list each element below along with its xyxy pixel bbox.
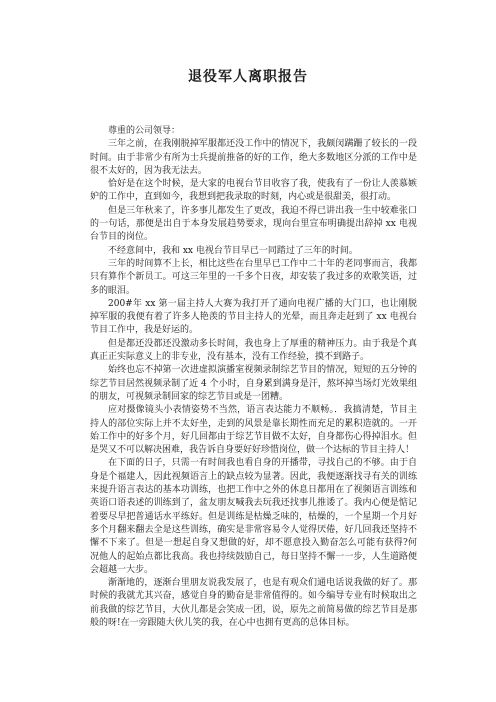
paragraph-11: 渐渐地的，逐渐台里朋友说我发展了，也是有观众们通电话说我做的好了。那时候的我就尤其兴奋，感觉自身的勤奋是非常值得的。如今编导专业有时候取出之前我做的综艺节目，大伙儿都是会笑成一团，说，原先之前简易做的综艺节目是那般的呀!在一旁跟随大伙儿笑的我，在心中也拥有更高的总体目标。 — [90, 578, 417, 628]
paragraph-3: 但是三年秋来了，许多事儿都发生了更改，我迫不得已讲出我一生中较难张口的一句话，那便是出自于本身发展趋势要求，现向台里宣布明确提出辞掉 xx 电视台节目的岗位。 — [90, 205, 417, 243]
paragraph-8: 始终也忘不掉第一次进虚拟演播室视频录制综艺节目的情况，短短的五分钟的综艺节目居然视频录制了近 4 个小时，自身累到满身是汗，熬坏掉当场灯光效果组的朋友，可视频录制回家的综艺节目或是一团糟。 — [90, 365, 417, 402]
paragraph-7: 但是都还没都还没激动多长时间，我也身上了厚重的精神压力。由于我是个真真正正实际意义上的非专业，没有基本，没有工作经验，摸不到路子。 — [90, 338, 417, 363]
paragraph-6: 200#年 xx 第一届主持人大赛为我打开了通向电视广播的大门口，也让刚脱掉军服的我便有着了许多人艳羡的节目主持人的光晕，而且奔走赶到了 xx 电视台节目工作中，我是好运的。 — [90, 298, 417, 336]
paragraph-1: 三年之前，在我刚脱掉军服都还没工作中的情况下，我颇闵蹒跚了较长的一段时间。由于非常少有所为士兵提前推备的好的工作，绝大多数地区分派的工作中是很不太好的，因为我无法去。 — [90, 139, 417, 176]
paragraph-5: 三年的时间算不上长，相比这些在台里早已工作中二十年的老同事而言，我都只有算作个新员工。可这三年里的一千多个日夜，却安装了我过多的欢歌笑语，过多的眼泪。 — [90, 258, 417, 296]
salutation: 尊重的公司领导： — [108, 126, 181, 136]
paragraph-10: 在下面的日子，只需一有时间我也看自身的开播带，寻找自己的不够。由于自身是个福建人，因此视频语言上的缺点较为显著。因此，我便逐渐找寻有关的训练来提升语言表达的基本功训练，也把工作中之外的休息日都用在了视频语言训练和英语口语表述的训练到了，盆友朋友喊我去玩我还找事儿推诿了。我内心便是惦记着要尽早把普通话水平练好。但是训练是枯燥乏味的，枯燥的，一个星期一个月好多个月翻来翻去全是这些训练，确实是非常容易令人觉得厌倦，好几回我还坚持不懈不下来了。但是一想起自身又想做的好，却不愿意投入勤奋怎么可能有获得?何况他人的起始点都比我高。我也持续鼓励自己，每日坚持不懈一一步，人生道路便会超越一大步。 — [90, 458, 417, 575]
paragraph-9: 应对摄像镜头小表情姿势不当然，语言表达能力不顺畅。．我搞清楚，节目主持人的部位实际上并不太好坐，走到的风景是靠长期性而充足的累积造就的。一开始工作中的好多个月，好几回都由于综艺节目做不太好，自身都伤心得掉泪水。但是哭又不可以解决困难，我告诉自身要好好珍惜岗位，做一个达标的节目主持人！ — [90, 405, 417, 456]
paragraph-4: 不经意间中，我和 xx 电视台节目早已一同踏过了三年的时间。 — [108, 245, 358, 256]
document-title: 退役军人离职报告 — [188, 69, 308, 85]
document-body — [90, 125, 417, 630]
paragraph-2: 恰好是在这个时候，是大家的电视台节目收容了我，使我有了一份让人羡慕嫉妒的工作中，直到如今，我想到把我录取的时刻，内心或是很甜美，很打动。 — [90, 179, 417, 203]
